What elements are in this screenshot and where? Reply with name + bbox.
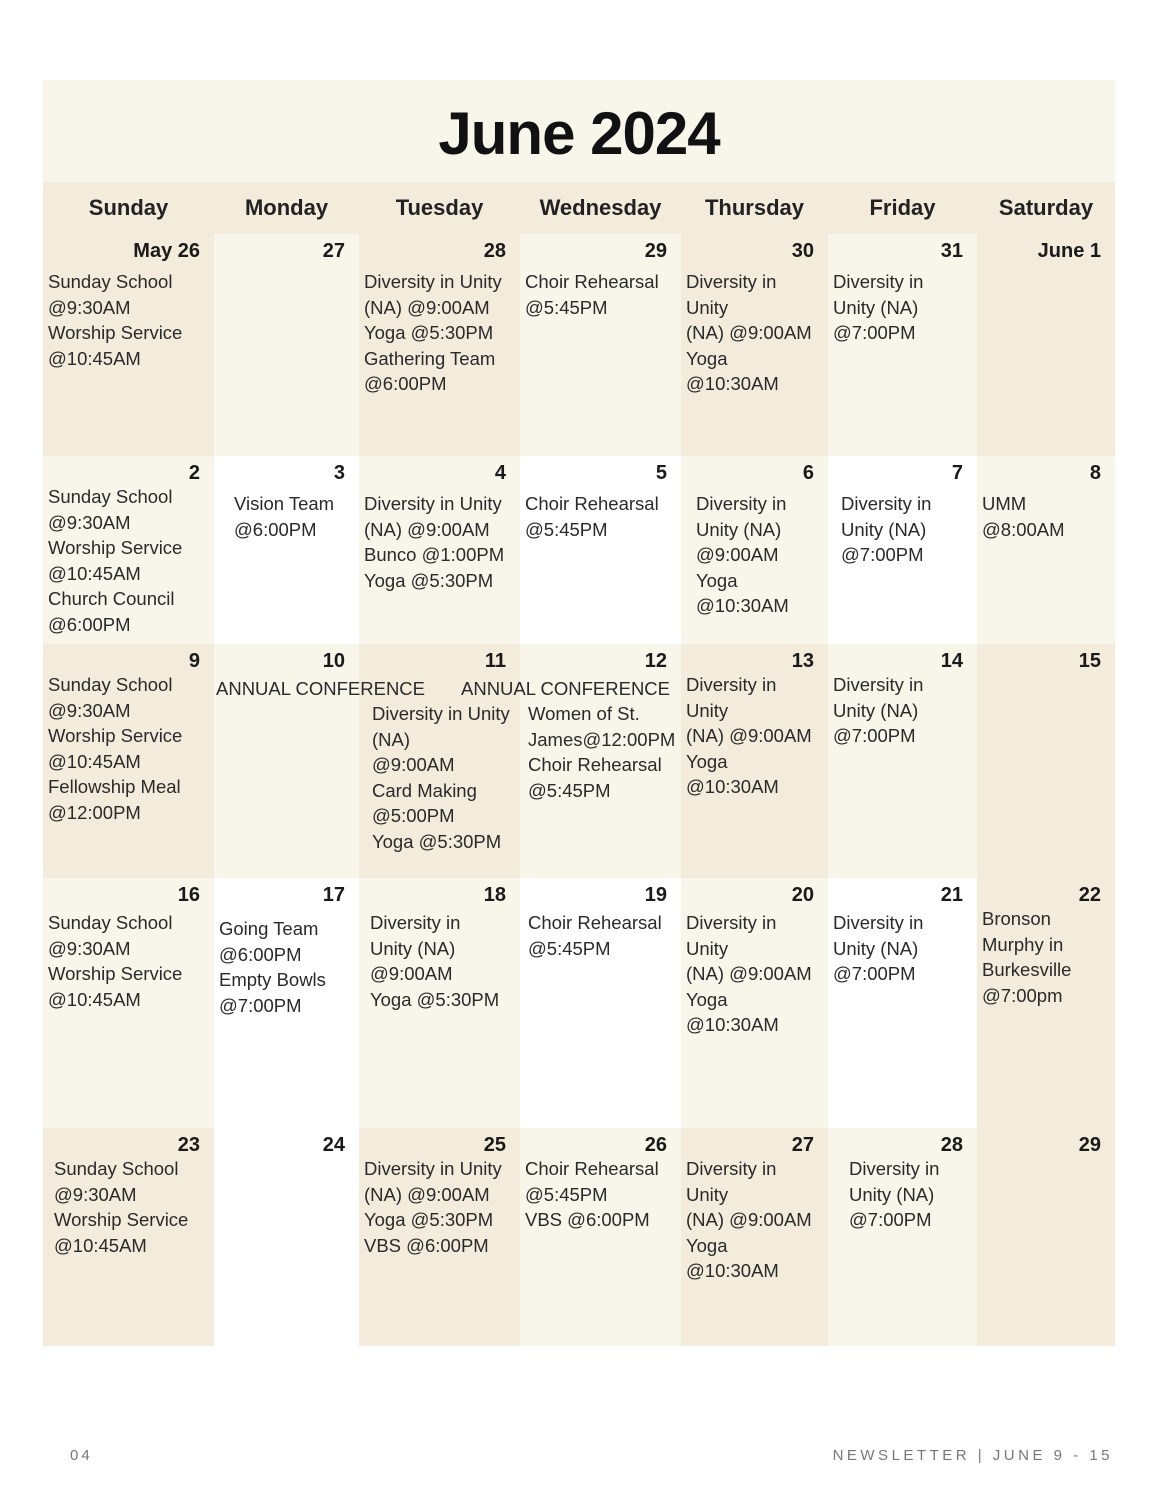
day-number: 15	[1078, 650, 1101, 672]
day-number: 19	[644, 884, 667, 906]
newsletter-label: NEWSLETTER | JUNE 9 - 15	[832, 1447, 1113, 1464]
day-cell	[520, 234, 681, 456]
day-number: 18	[483, 884, 506, 906]
day-number: 29	[644, 240, 667, 262]
day-cell	[977, 234, 1115, 456]
day-number: 29	[1078, 1134, 1101, 1156]
day-number: 28	[483, 240, 506, 262]
day-events: UMM @8:00AM	[982, 493, 1065, 540]
day-events: Sunday School @9:30AM Worship Service @10:45AM Church Council @6:00PM	[48, 486, 183, 635]
day-cell	[214, 1128, 359, 1346]
day-events: Choir Rehearsal @5:45PM	[528, 912, 662, 959]
day-cell	[828, 234, 977, 456]
day-number: 7	[951, 462, 963, 484]
header-saturday: Saturday	[998, 195, 1094, 220]
day-number: 9	[188, 650, 200, 672]
day-number: 14	[940, 650, 963, 672]
day-number: 23	[177, 1134, 200, 1156]
day-events: Choir Rehearsal @5:45PM	[525, 493, 659, 540]
day-number: 10	[322, 650, 345, 672]
day-events: Diversity in Unity (NA) @7:00PM	[849, 1158, 940, 1230]
day-number: 31	[940, 240, 963, 262]
day-number: 6	[802, 462, 814, 484]
day-events: Diversity in Unity (NA) @9:00AM Card Making @5:00PM Yoga @5:30PM	[372, 703, 510, 852]
day-cell	[43, 1128, 214, 1346]
week-row	[43, 456, 1115, 644]
day-cell	[828, 456, 977, 644]
day-number: 3	[333, 462, 345, 484]
day-cell	[43, 644, 214, 878]
day-events: Diversity in Unity (NA) @9:00AM Yoga @10:30AM	[686, 912, 812, 1035]
header-monday: Monday	[244, 195, 329, 220]
day-cell	[681, 234, 828, 456]
day-cell	[681, 878, 828, 1128]
day-cell	[977, 456, 1115, 644]
day-events: Diversity in Unity (NA) @9:00AM Yoga @10:30AM	[686, 674, 812, 797]
week-row	[43, 234, 1115, 456]
day-number: 8	[1089, 462, 1101, 484]
day-cell	[977, 644, 1115, 878]
header-friday: Friday	[869, 195, 936, 220]
day-number: 27	[791, 1134, 814, 1156]
weeks	[43, 234, 1115, 1346]
day-cell	[977, 878, 1115, 1128]
day-cell	[359, 1128, 520, 1346]
day-events: Sunday School @9:30AM Worship Service @10:45AM	[54, 1158, 189, 1256]
day-cell	[359, 878, 520, 1128]
day-events: Diversity in Unity (NA) @9:00AM Yoga @10:30AM	[696, 493, 789, 616]
weekday-header-row	[43, 182, 1115, 234]
day-events: Diversity in Unity (NA) @7:00PM	[833, 674, 924, 746]
day-events: Going Team @6:00PM Empty Bowls @7:00PM	[219, 918, 326, 1016]
day-events: Diversity in Unity (NA) @9:00AM Yoga @10:30AM	[686, 1158, 812, 1281]
day-number: 30	[791, 240, 814, 262]
day-cell	[681, 1128, 828, 1346]
day-events: Diversity in Unity (NA) @7:00PM	[833, 271, 924, 343]
day-number: 20	[791, 884, 814, 906]
day-cell	[43, 456, 214, 644]
day-events: Sunday School @9:30AM Worship Service @10:45AM	[48, 271, 183, 369]
day-number: 11	[484, 650, 506, 672]
day-events: Diversity in Unity (NA) @9:00AM Yoga @5:30PM	[370, 912, 500, 1010]
day-events: Women of St. James@12:00PM Choir Rehearsal @5:45PM	[528, 703, 676, 801]
day-events: Vision Team @6:00PM	[234, 493, 335, 540]
day-number: 5	[655, 462, 667, 484]
page-number: 04	[70, 1447, 93, 1464]
day-cell	[828, 644, 977, 878]
day-events: Diversity in Unity (NA) @9:00AM Yoga @5:30PM VBS @6:00PM	[364, 1158, 502, 1256]
day-events: Diversity in Unity (NA) @9:00AM Bunco @1:00PM Yoga @5:30PM	[364, 493, 505, 591]
calendar-title: June 2024	[438, 99, 720, 167]
day-number: 4	[494, 462, 506, 484]
day-events: Diversity in Unity (NA) @9:00AM Yoga @10:30AM	[686, 271, 812, 394]
day-number: 24	[322, 1134, 345, 1156]
day-number: 17	[322, 884, 345, 906]
day-number: 12	[644, 650, 667, 672]
header-sunday: Sunday	[88, 195, 169, 220]
title-band	[43, 80, 1115, 182]
day-cell	[214, 234, 359, 456]
day-cell	[520, 456, 681, 644]
annual-conference-wednesday: ANNUAL CONFERENCE	[461, 678, 671, 699]
day-cell	[828, 1128, 977, 1346]
day-events: Sunday School @9:30AM Worship Service @10:45AM	[48, 912, 183, 1010]
day-events: Sunday School @9:30AM Worship Service @10:45AM Fellowship Meal @12:00PM	[48, 674, 183, 823]
day-cell	[214, 878, 359, 1128]
day-number: 28	[940, 1134, 963, 1156]
day-cell	[359, 456, 520, 644]
day-events: Diversity in Unity (NA) @7:00PM	[841, 493, 932, 565]
day-number: 13	[791, 650, 814, 672]
day-cell	[214, 456, 359, 644]
day-events: Choir Rehearsal @5:45PM VBS @6:00PM	[525, 1158, 659, 1230]
day-number: May 26	[133, 240, 200, 262]
day-events: Choir Rehearsal @5:45PM	[525, 271, 659, 318]
annual-conference-monday: ANNUAL CONFERENCE	[216, 678, 426, 699]
day-cell	[977, 1128, 1115, 1346]
day-number: 2	[188, 462, 200, 484]
day-cell	[520, 878, 681, 1128]
day-events: Bronson Murphy in Burkesville @7:00pm	[982, 908, 1072, 1006]
week-row	[43, 1128, 1115, 1346]
header-wednesday: Wednesday	[539, 195, 662, 220]
day-number: 26	[644, 1134, 667, 1156]
day-events: Diversity in Unity (NA) @7:00PM	[833, 912, 924, 984]
header-tuesday: Tuesday	[395, 195, 484, 220]
calendar	[43, 80, 1115, 1346]
day-number: 27	[322, 240, 345, 262]
day-number: 16	[177, 884, 200, 906]
day-number: 25	[483, 1134, 506, 1156]
day-cell	[828, 878, 977, 1128]
day-cell	[359, 234, 520, 456]
day-cell	[43, 878, 214, 1128]
week-row	[43, 878, 1115, 1128]
day-cell	[681, 456, 828, 644]
day-cell	[681, 644, 828, 878]
week-row	[43, 644, 1115, 878]
day-number: 21	[940, 884, 963, 906]
day-number: June 1	[1037, 240, 1101, 262]
header-thursday: Thursday	[704, 195, 805, 220]
day-number: 22	[1078, 884, 1101, 906]
day-events: Diversity in Unity (NA) @9:00AM Yoga @5:30PM Gathering Team @6:00PM	[364, 271, 502, 394]
day-cell	[43, 234, 214, 456]
day-cell	[520, 1128, 681, 1346]
